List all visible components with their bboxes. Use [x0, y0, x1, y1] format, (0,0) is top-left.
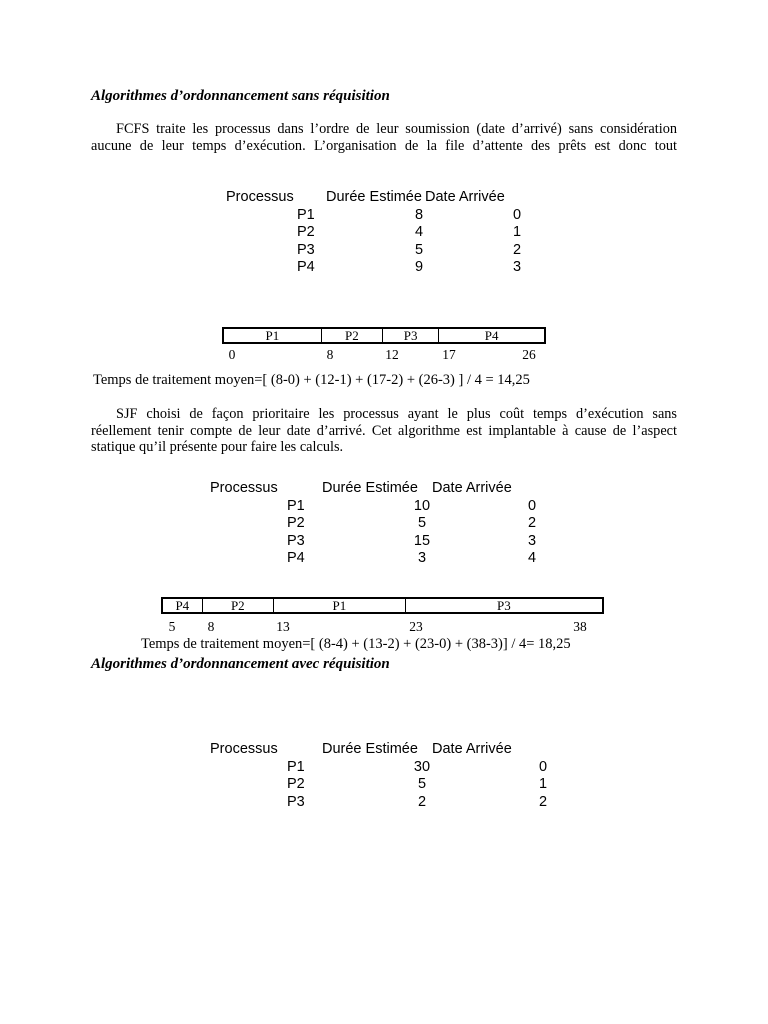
sjf-line-1: SJF choisi de façon prioritaire les processus ayant le plus coût temps d’exécution sans — [116, 406, 677, 422]
header-arrival: Date Arrivée — [425, 189, 505, 205]
gantt-segment-p4: P4 — [438, 329, 544, 342]
process-table-sjf — [210, 480, 550, 568]
section-heading-without-preemption: Algorithmes d’ordonnancement sans réquisition — [91, 88, 390, 104]
table-header-row — [210, 741, 550, 759]
gantt-segment-p1: P1 — [273, 599, 405, 612]
section-heading-with-preemption: Algorithmes d’ordonnancement avec réquisition — [91, 656, 390, 672]
header-duration: Durée Estimée — [322, 480, 418, 496]
fcfs-line-2: aucune de leur temps d’exécution. L’organisation de la file d’attente des prêts est donc tout — [91, 137, 677, 154]
arrival-cell: 3 — [527, 532, 537, 549]
fcfs-line-1: FCFS traite les processus dans l’ordre de leur soumission (date d’arrivé) sans considération — [116, 121, 677, 137]
arrival-cell: 1 — [538, 776, 548, 792]
arrival-cell: 0 — [527, 497, 537, 514]
table-row — [210, 533, 550, 551]
header-arrival: Date Arrivée — [432, 480, 512, 496]
gantt-segment-p4: P4 — [175, 598, 190, 613]
fcfs-paragraph — [91, 121, 677, 154]
gantt-chart-sjf — [161, 597, 604, 614]
gantt-tick: 17 — [442, 347, 456, 362]
duration-cell: 5 — [417, 776, 427, 792]
process-cell: P1 — [297, 206, 315, 223]
gantt-tick: 8 — [207, 619, 215, 634]
duration-cell: 3 — [417, 550, 427, 566]
process-cell: P3 — [297, 241, 315, 258]
gantt-tick: 12 — [385, 347, 399, 362]
process-table-preemptive — [210, 741, 550, 811]
duration-cell: 8 — [414, 206, 424, 223]
duration-cell: 5 — [414, 241, 424, 258]
duration-cell: 30 — [413, 758, 431, 775]
sjf-line-2: réellement tenir compte de leur date d’arrivé. Cet algorithme est implantable à cause de l’aspect — [91, 422, 677, 439]
arrival-cell: 4 — [527, 550, 537, 566]
arrival-cell: 0 — [512, 206, 522, 223]
table-row — [210, 794, 550, 812]
sjf-line-3: statique qu’il présente pour faire les calculs. — [91, 439, 344, 455]
gantt-tick: 13 — [276, 619, 290, 634]
process-cell: P1 — [287, 497, 305, 514]
gantt-tick: 26 — [522, 347, 536, 362]
header-process: Processus — [210, 480, 278, 496]
process-cell: P4 — [287, 550, 305, 566]
sjf-paragraph — [91, 406, 677, 456]
arrival-cell: 2 — [538, 793, 548, 810]
table-row — [210, 550, 550, 568]
header-duration: Durée Estimée — [322, 741, 418, 757]
arrival-cell: 3 — [512, 259, 522, 275]
table-header-row — [226, 189, 546, 207]
duration-cell: 4 — [414, 224, 424, 240]
gantt-tick: 8 — [326, 347, 334, 362]
header-process: Processus — [210, 741, 278, 757]
table-row — [226, 259, 546, 277]
table-row — [226, 242, 546, 260]
header-arrival: Date Arrivée — [432, 741, 512, 757]
header-process: Processus — [226, 189, 294, 205]
header-duration: Durée Estimée — [326, 189, 422, 205]
gantt-chart-fcfs — [222, 327, 546, 344]
average-time-formula-sjf: Temps de traitement moyen=[ (8-4) + (13-2) + (23-0) + (38-3)] / 4= 18,25 — [141, 636, 571, 652]
duration-cell: 9 — [414, 259, 424, 275]
gantt-tick: 0 — [228, 347, 236, 362]
duration-cell: 10 — [413, 497, 431, 514]
duration-cell: 5 — [417, 515, 427, 531]
gantt-tick: 5 — [168, 619, 176, 634]
arrival-cell: 1 — [512, 224, 522, 240]
table-row — [210, 498, 550, 516]
process-cell: P2 — [297, 224, 315, 240]
table-row — [210, 515, 550, 533]
gantt-segment-p3: P3 — [382, 329, 438, 342]
table-header-row — [210, 480, 550, 498]
process-cell: P1 — [287, 758, 305, 775]
process-cell: P2 — [287, 515, 305, 531]
arrival-cell: 0 — [538, 758, 548, 775]
gantt-segment-p1: P1 — [265, 328, 280, 343]
gantt-segment-p2: P2 — [202, 599, 273, 612]
average-time-formula-fcfs: Temps de traitement moyen=[ (8-0) + (12-1) + (17-2) + (26-3) ] / 4 = 14,25 — [93, 372, 530, 388]
table-row — [226, 207, 546, 225]
process-cell: P2 — [287, 776, 305, 792]
gantt-tick: 38 — [573, 619, 587, 634]
arrival-cell: 2 — [527, 515, 537, 531]
table-row — [226, 224, 546, 242]
process-cell: P3 — [287, 532, 305, 549]
table-row — [210, 759, 550, 777]
process-cell: P3 — [287, 793, 305, 810]
gantt-segment-p3: P3 — [405, 599, 602, 612]
gantt-tick: 23 — [409, 619, 423, 634]
table-row — [210, 776, 550, 794]
duration-cell: 15 — [413, 532, 431, 549]
process-cell: P4 — [297, 259, 315, 275]
arrival-cell: 2 — [512, 241, 522, 258]
duration-cell: 2 — [417, 793, 427, 810]
gantt-segment-p2: P2 — [321, 329, 382, 342]
process-table-fcfs — [226, 189, 546, 277]
